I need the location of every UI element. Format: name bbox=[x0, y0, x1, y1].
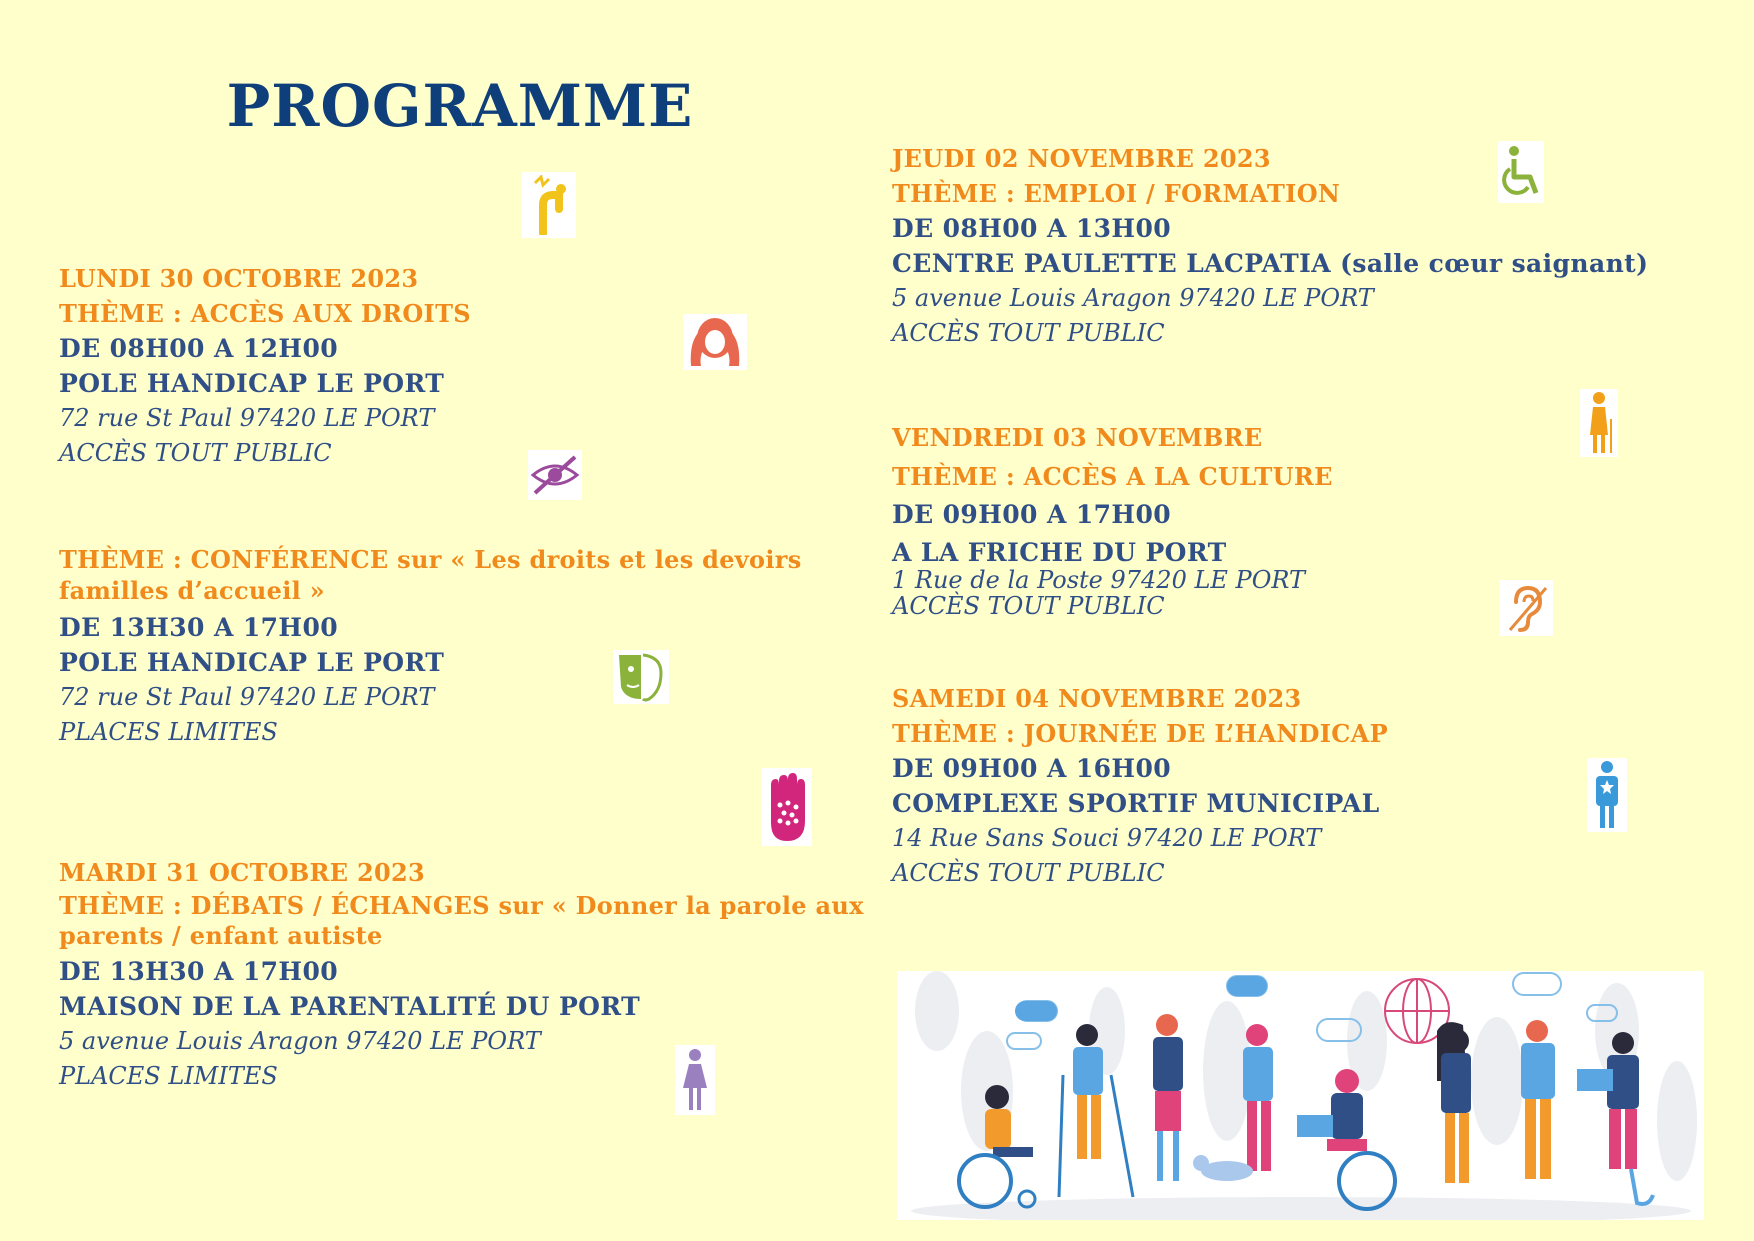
event-venue: POLE HANDICAP LE PORT bbox=[59, 648, 445, 677]
event-date: LUNDI 30 OCTOBRE 2023 bbox=[59, 264, 419, 293]
event-time: DE 13H30 A 17H00 bbox=[59, 957, 339, 986]
event-venue: COMPLEXE SPORTIF MUNICIPAL bbox=[892, 789, 1380, 818]
event-address: 72 rue St Paul 97420 LE PORT bbox=[59, 683, 435, 711]
event-vendredi bbox=[892, 420, 1333, 619]
event-venue: CENTRE PAULETTE LACPATIA (salle cœur saignant) bbox=[892, 249, 1649, 278]
event-time: DE 09H00 A 17H00 bbox=[892, 500, 1172, 529]
event-time: DE 09H00 A 16H00 bbox=[892, 754, 1172, 783]
event-time: DE 13H30 A 17H00 bbox=[59, 613, 339, 642]
event-address: 5 avenue Louis Aragon 97420 LE PORT bbox=[892, 284, 1374, 312]
event-theme-line1: THÈME : CONFÉRENCE sur « Les droits et les devoirs bbox=[59, 545, 802, 574]
event-venue: POLE HANDICAP LE PORT bbox=[59, 369, 445, 398]
event-venue: A LA FRICHE DU PORT bbox=[892, 538, 1227, 567]
event-address: 5 avenue Louis Aragon 97420 LE PORT bbox=[59, 1027, 541, 1055]
mobility-impairment-icon bbox=[522, 172, 576, 238]
elderly-woman-icon bbox=[1580, 389, 1618, 457]
event-date: JEUDI 02 NOVEMBRE 2023 bbox=[892, 144, 1271, 173]
inclusion-illustration bbox=[897, 971, 1704, 1220]
event-venue: MAISON DE LA PARENTALITÉ DU PORT bbox=[59, 992, 641, 1021]
event-mardi bbox=[59, 855, 864, 1094]
event-theme-line2: familles d’accueil » bbox=[59, 576, 325, 605]
event-theme: THÈME : JOURNÉE DE L’HANDICAP bbox=[892, 719, 1388, 748]
page-title: PROGRAMME bbox=[226, 72, 694, 140]
event-theme: THÈME : ACCÈS AUX DROITS bbox=[59, 299, 471, 328]
event-time: DE 08H00 A 13H00 bbox=[892, 214, 1172, 243]
event-conference bbox=[59, 544, 802, 750]
woman-icon bbox=[675, 1045, 715, 1115]
event-access: ACCÈS TOUT PUBLIC bbox=[892, 319, 1165, 347]
braille-hand-icon bbox=[762, 768, 812, 846]
event-date: SAMEDI 04 NOVEMBRE 2023 bbox=[892, 684, 1302, 713]
event-date: VENDREDI 03 NOVEMBRE bbox=[892, 423, 1263, 452]
visual-impairment-icon bbox=[528, 450, 582, 500]
event-access: ACCÈS TOUT PUBLIC bbox=[59, 439, 332, 467]
wheelchair-icon bbox=[1498, 141, 1544, 203]
event-address: 1 Rue de la Poste 97420 LE PORT bbox=[892, 566, 1306, 594]
event-theme: THÈME : ACCÈS A LA CULTURE bbox=[892, 462, 1333, 491]
event-access: PLACES LIMITES bbox=[59, 1062, 278, 1090]
event-access: ACCÈS TOUT PUBLIC bbox=[892, 859, 1165, 887]
event-theme: THÈME : EMPLOI / FORMATION bbox=[892, 179, 1341, 208]
event-date: MARDI 31 OCTOBRE 2023 bbox=[59, 858, 426, 887]
hearing-impairment-icon bbox=[1499, 580, 1553, 636]
invisible-disability-icon bbox=[1587, 758, 1627, 832]
event-time: DE 08H00 A 12H00 bbox=[59, 334, 339, 363]
event-address: 72 rue St Paul 97420 LE PORT bbox=[59, 404, 435, 432]
event-samedi bbox=[892, 681, 1388, 891]
event-access: ACCÈS TOUT PUBLIC bbox=[892, 592, 1165, 620]
event-access: PLACES LIMITES bbox=[59, 718, 278, 746]
event-theme-line2: parents / enfant autiste bbox=[59, 921, 383, 950]
event-theme-line1: THÈME : DÉBATS / ÉCHANGES sur « Donner la parole aux bbox=[59, 891, 864, 920]
event-address: 14 Rue Sans Souci 97420 LE PORT bbox=[892, 824, 1322, 852]
cognitive-disability-icon bbox=[613, 650, 669, 704]
mental-health-icon bbox=[683, 314, 747, 370]
event-lundi bbox=[59, 261, 471, 471]
